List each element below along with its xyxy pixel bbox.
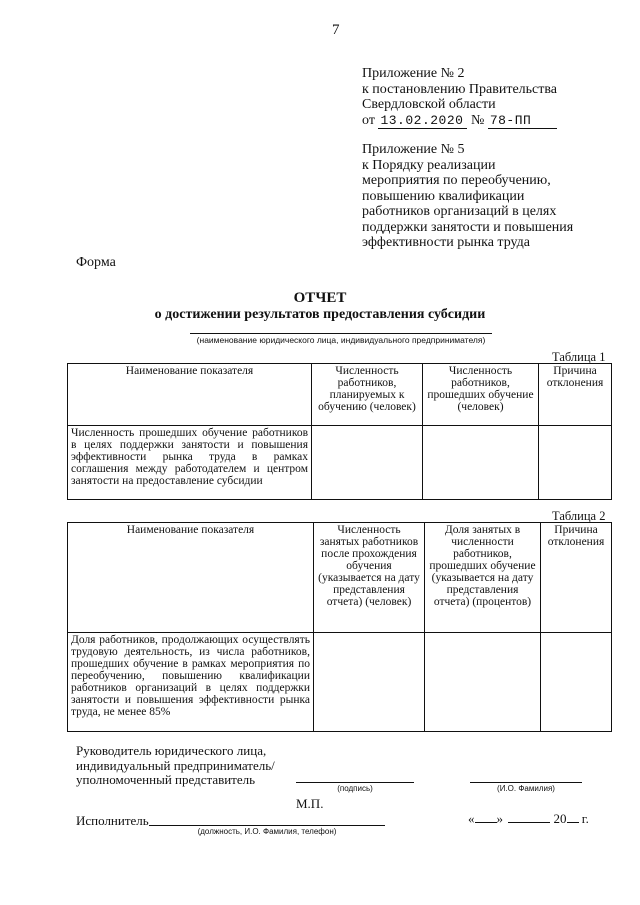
signature-line [296, 782, 414, 783]
table1-header-planned: Численность работников, планируемых к обучению (человек) [312, 364, 423, 426]
appendix-2-line3: Свердловской области [362, 97, 496, 112]
table1-header-trained: Численность работников, прошедших обучение (человек) [423, 364, 539, 426]
table2-row-indicator: Доля работников, продолжающих осуществлять трудовую деятельность, из числа работников, прошедших обучение в рамках мероприятия по переобучению, повышению квалификации работников организаций в целях поддержки занятости и повышения эффективности рынка труда, не менее 85% [68, 633, 314, 732]
appendix-5-line: повышению квалификации [362, 188, 525, 204]
table2-header-indicator: Наименование показателя [68, 523, 314, 633]
form-label: Форма [76, 255, 116, 270]
appendix-5-line: Приложение № 5 [362, 142, 465, 157]
executor-caption: (должность, И.О. Фамилия, телефон) [197, 827, 337, 836]
stamp-placeholder: М.П. [296, 796, 324, 811]
table-1 [67, 363, 612, 500]
year-blank [567, 822, 579, 823]
year-suffix: г. [581, 811, 589, 826]
full-name-caption: (И.О. Фамилия) [497, 784, 555, 793]
decree-number: 78-ПП [488, 113, 558, 129]
table2-label: Таблица 2 [552, 509, 606, 523]
date-field [468, 812, 589, 827]
decree-date: 13.02.2020 [378, 113, 467, 129]
month-blank [508, 822, 550, 823]
organization-name-caption: (наименование юридического лица, индивидуального предпринимателя) [190, 333, 492, 345]
table1-cell-planned [312, 426, 423, 500]
signatory-block [76, 744, 275, 788]
table2-cell-employed [314, 633, 425, 732]
table2-cell-reason [541, 633, 612, 732]
appendix-2-block [362, 66, 557, 128]
appendix-2-date-line [362, 113, 557, 129]
table1-cell-trained [423, 426, 539, 500]
signatory-line1: Руководитель юридического лица, [76, 743, 267, 758]
table1-label: Таблица 1 [552, 350, 606, 364]
appendix-5-line: поддержки занятости и повышения [362, 219, 574, 235]
page-number: 7 [332, 22, 340, 38]
table1-cell-reason [539, 426, 612, 500]
signatory-line3: уполномоченный представитель [76, 772, 256, 787]
table1-row-indicator: Численность прошедших обучение работников в целях поддержки занятости и повышения эффективности рынка труда в рамках соглашения между работодателем и центром занятости на предоставление субсидии [68, 426, 312, 500]
number-label: № [470, 112, 485, 128]
appendix-2-line1: Приложение № 2 [362, 66, 465, 81]
signatory-line2: индивидуальный предприниматель/ [76, 757, 275, 773]
date-open-quote: « [468, 811, 475, 826]
date-close-quote: » [496, 811, 503, 826]
report-title: ОТЧЕТ [293, 290, 347, 306]
table-2 [67, 522, 612, 732]
appendix-5-block [362, 142, 573, 251]
executor-line [149, 825, 385, 826]
table2-header-reason: Причина отклонения [541, 523, 612, 633]
table1-header-indicator: Наименование показателя [68, 364, 312, 426]
day-blank [475, 822, 497, 823]
table1-header-reason: Причина отклонения [539, 364, 612, 426]
signature-caption: (подпись) [337, 784, 373, 793]
appendix-5-line: эффективности рынка труда [362, 235, 530, 250]
table2-header-share: Доля занятых в численности работников, прошедших обучение (указывается на дату представления отчета) (процентов) [425, 523, 541, 633]
appendix-5-line: работников организаций в целях [362, 204, 557, 219]
appendix-2-line2: к постановлению Правительства [362, 81, 558, 97]
table2-header-employed: Численность занятых работников после прохождения обучения (указывается на дату представления отчета) (человек) [314, 523, 425, 633]
appendix-5-line: к Порядку реализации [362, 157, 496, 173]
year-prefix: 20 [553, 811, 567, 826]
from-label: от [362, 112, 375, 128]
executor-label: Исполнитель [76, 813, 149, 828]
full-name-line [470, 782, 582, 783]
appendix-5-line: мероприятия по переобучению, [362, 173, 551, 188]
table2-cell-share [425, 633, 541, 732]
report-subtitle: о достижении результатов предоставления субсидии [154, 307, 486, 322]
